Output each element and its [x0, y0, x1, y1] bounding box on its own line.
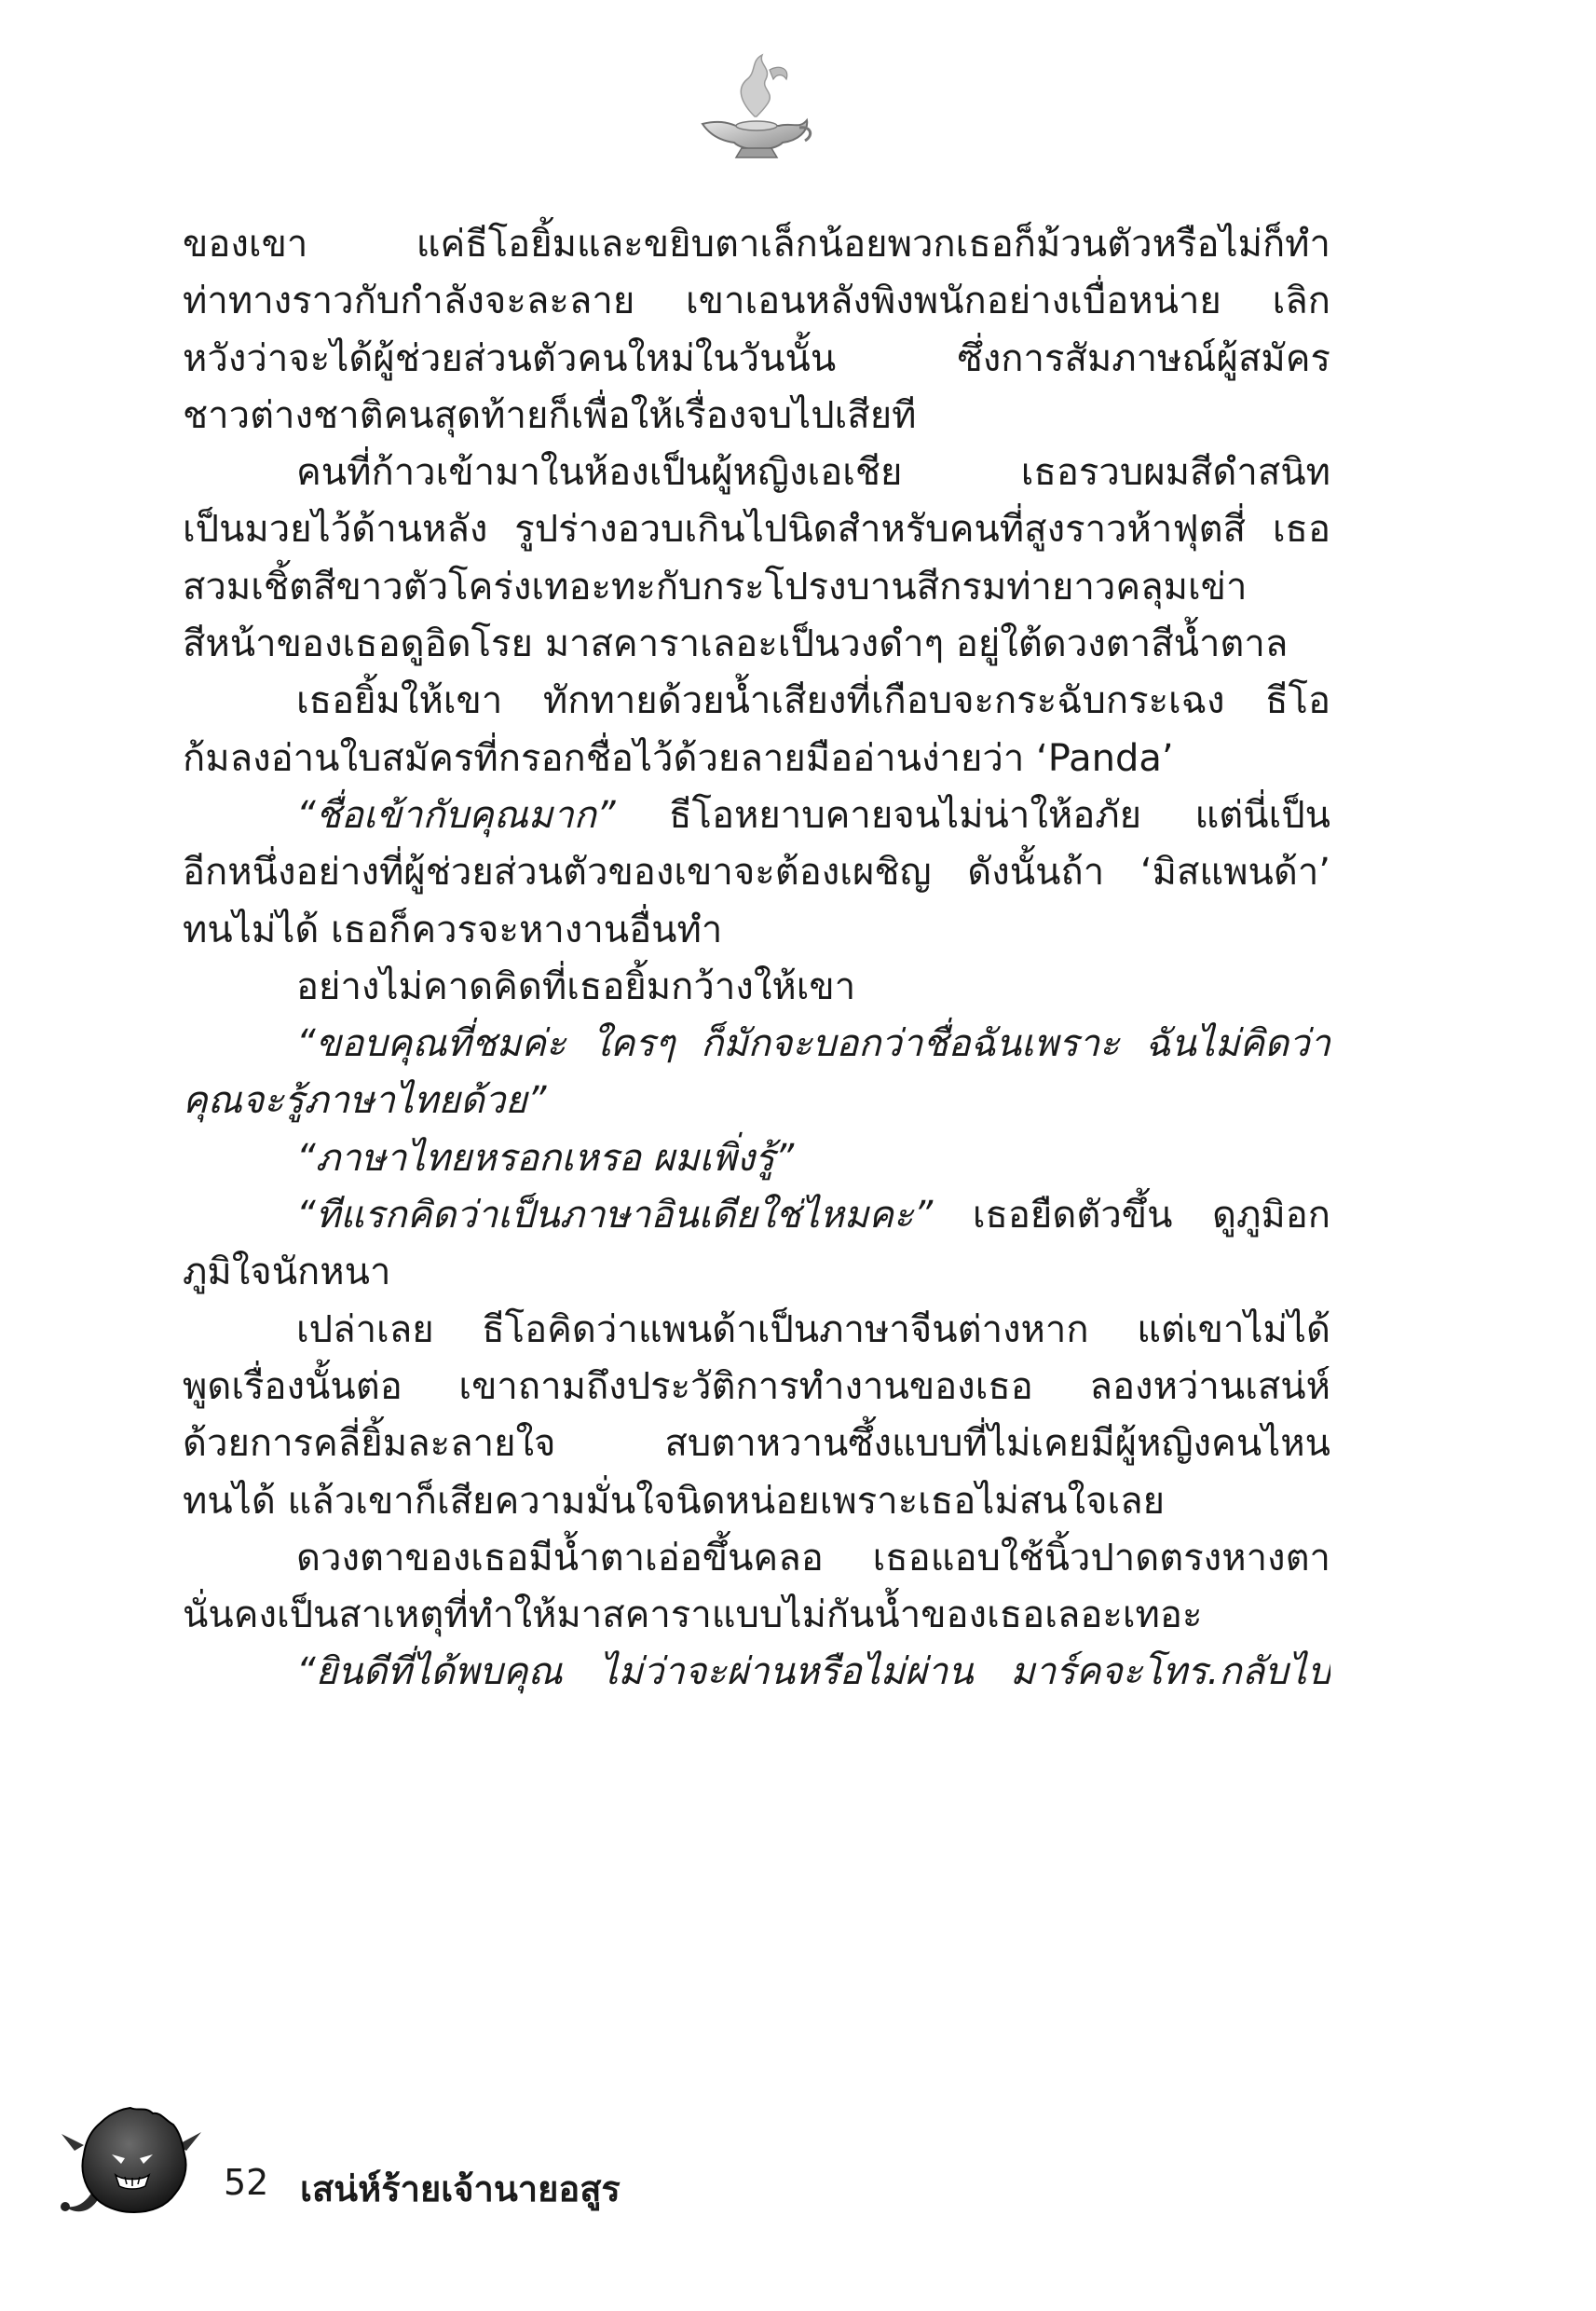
- book-title: เสน่ห์ร้ายเจ้านายอสูร: [300, 2168, 621, 2209]
- text-line: ภูมิใจนักหนา: [183, 1251, 391, 1294]
- text-line: ก้มลงอ่านใบสมัครที่กรอกชื่อไว้ด้วยลายมืออ่านง่ายว่า ‘Panda’: [183, 736, 1174, 780]
- text-line: [183, 1016, 1330, 1073]
- text-line: [183, 1073, 1330, 1129]
- body-text: [183, 216, 1330, 1702]
- text-line: ด้วยการคลี่ยิ้มละลายใจ สบตาหวานซึ้งแบบที่ไม่เคยมีผู้หญิงคนไหน: [183, 1422, 1330, 1466]
- text-line: ชาวต่างชาติคนสุดท้ายก็เพื่อให้เรื่องจบไปเสียที: [183, 393, 917, 437]
- dialogue-italic: “ขอบคุณที่ชมค่ะ ใครๆ ก็มักจะบอกว่าชื่อฉันเพราะ ฉันไม่คิดว่า: [296, 1022, 1330, 1066]
- text-line: สวมเชิ้ตสีขาวตัวโคร่งเทอะทะกับกระโปรงบานสีกรมท่ายาวคลุมเข่า: [183, 565, 1248, 609]
- dialogue-italic: คุณจะรู้ภาษาไทยด้วย”: [183, 1079, 547, 1123]
- magic-lamp-icon: [689, 51, 820, 163]
- text-line: [183, 787, 1330, 844]
- text-line: พูดเรื่องนั้นต่อ เขาถามถึงประวัติการทำงานของเธอ ลองหว่านเสน่ห์: [183, 1364, 1330, 1408]
- text-line: นั่นคงเป็นสาเหตุที่ทำให้มาสคาราแบบไม่กันน้ำของเธอเลอะเทอะ: [183, 1593, 1203, 1637]
- page-number: 52: [224, 2162, 269, 2203]
- dialogue-italic: “ยินดีที่ได้พบคุณ ไม่ว่าจะผ่านหรือไม่ผ่าน มาร์คจะโทร.กลับไป: [296, 1650, 1330, 1694]
- text-line: ทนได้ แล้วเขาก็เสียความมั่นใจนิดหน่อยเพราะเธอไม่สนใจเลย: [183, 1479, 1166, 1523]
- text-line: เปล่าเลย ธีโอคิดว่าแพนด้าเป็นภาษาจีนต่างหาก แต่เขาไม่ได้: [296, 1307, 1330, 1351]
- text-line: ทนไม่ได้ เธอก็ควรจะหางานอื่นทำ: [183, 908, 723, 951]
- narration-text: เธอยืดตัวขึ้น ดูภูมิอก: [933, 1194, 1330, 1238]
- furry-monster-mascot-icon: [56, 2097, 205, 2227]
- text-line: [183, 1130, 1330, 1187]
- text-line: เป็นมวยไว้ด้านหลัง รูปร่างอวบเกินไปนิดสำหรับคนที่สูงราวห้าฟุตสี่ เธอ: [183, 508, 1330, 552]
- text-line: ท่าทางราวกับกำลังจะละลาย เขาเอนหลังพิงพนักอย่างเบื่อหน่าย เลิก: [183, 280, 1330, 323]
- page-footer: [56, 2097, 708, 2227]
- dialogue-italic: “ภาษาไทยหรอกเหรอ ผมเพิ่งรู้”: [296, 1136, 795, 1180]
- narration-text: ธีโอหยาบคายจนไม่น่าให้อภัย แต่นี่เป็น: [615, 793, 1330, 837]
- dialogue-italic: “ทีแรกคิดว่าเป็นภาษาอินเดียใช่ไหมคะ”: [296, 1194, 934, 1238]
- text-line: [183, 1644, 1330, 1701]
- text-line: [183, 1187, 1330, 1244]
- text-line: ของเขา แค่ธีโอยิ้มและขยิบตาเล็กน้อยพวกเธอก็ม้วนตัวหรือไม่ก็ทำ: [183, 223, 1330, 266]
- text-line: ดวงตาของเธอมีน้ำตาเอ่อขึ้นคลอ เธอแอบใช้นิ้วปาดตรงหางตา: [296, 1536, 1330, 1579]
- text-line: อีกหนึ่งอย่างที่ผู้ช่วยส่วนตัวของเขาจะต้องเผชิญ ดังนั้นถ้า ‘มิสแพนด้า’: [183, 851, 1330, 895]
- dialogue-italic: “ชื่อเข้ากับคุณมาก”: [296, 793, 616, 837]
- text-line: เธอยิ้มให้เขา ทักทายด้วยน้ำเสียงที่เกือบจะกระฉับกระเฉง ธีโอ: [296, 679, 1330, 723]
- text-line: คนที่ก้าวเข้ามาในห้องเป็นผู้หญิงเอเชีย เธอรวบผมสีดำสนิท: [296, 451, 1330, 495]
- text-line: อย่างไม่คาดคิดที่เธอยิ้มกว้างให้เขา: [296, 964, 856, 1008]
- text-line: หวังว่าจะได้ผู้ช่วยส่วนตัวคนใหม่ในวันนั้น ซึ่งการสัมภาษณ์ผู้สมัคร: [183, 336, 1330, 380]
- text-line: สีหน้าของเธอดูอิดโรย มาสคาราเลอะเป็นวงดำๆ อยู่ใต้ดวงตาสีน้ำตาล: [183, 622, 1289, 666]
